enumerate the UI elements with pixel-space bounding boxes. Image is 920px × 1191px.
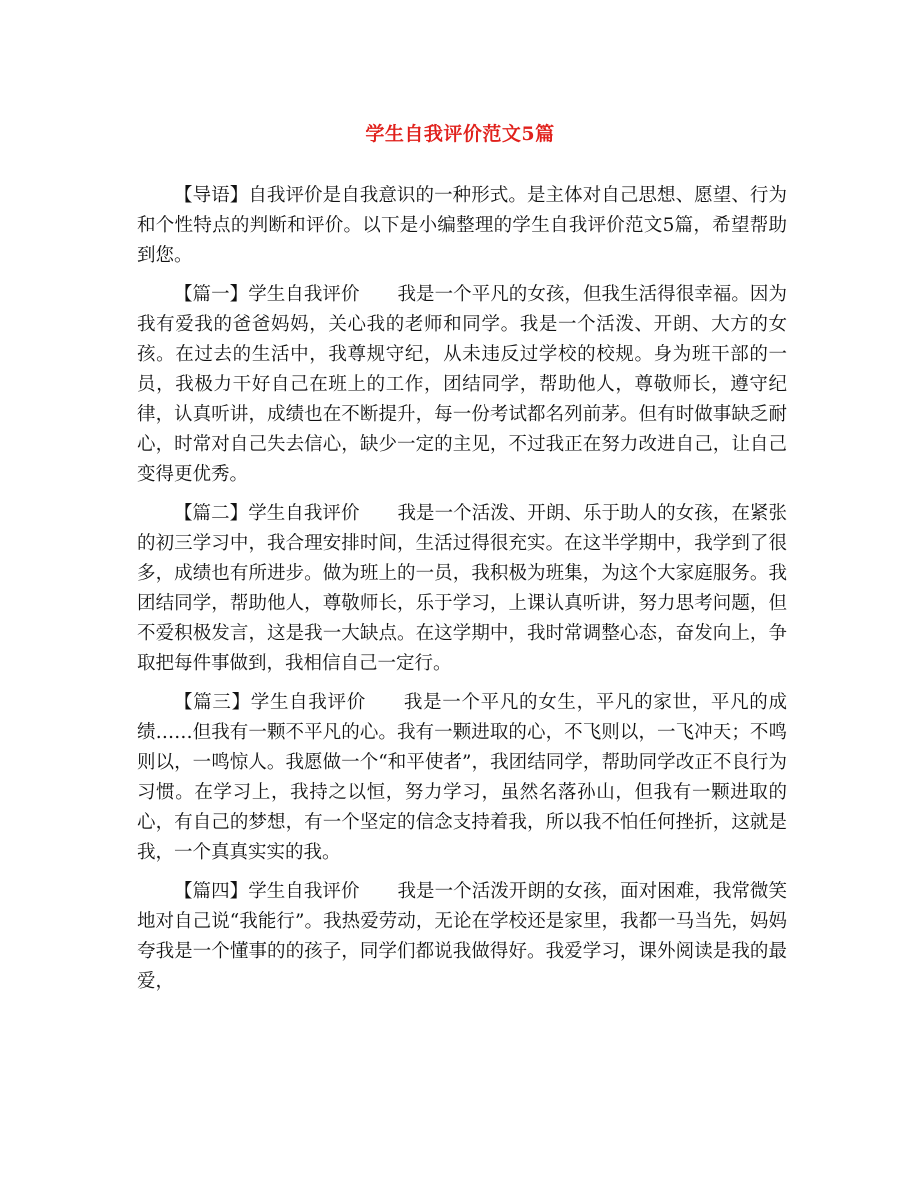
document-body (137, 181, 787, 1006)
section-paragraph-4 (137, 877, 787, 997)
intro-paragraph (137, 181, 787, 271)
section-paragraph-1 (137, 280, 787, 490)
section-subtitle: 学生自我评价 (250, 692, 366, 713)
section-text: 我是一个平凡的女生，平凡的家世，平凡的成绩……但我有一颗不平凡的心。我有一颗进取的心，不飞则以，一飞冲天；不鸣则以，一鸣惊人。我愿做一个“和平使者”，我团结同学，帮助同学改正不良行为习惯。在学习上，我持之以恒，努力学习，虽然名落孙山，但我有一颗进取的心，有自己的梦想，有一个坚定的信念支持着我，所以我不怕任何挫折，这就是我，一个真真实实的我。 (137, 692, 787, 863)
section-paragraph-2 (137, 499, 787, 679)
section-text: 我是一个平凡的女孩，但我生活得很幸福。因为我有爱我的爸爸妈妈，关心我的老师和同学。我是一个活泼、开朗、大方的女孩。在过去的生活中，我尊规守纪，从未违反过学校的校规。身为班干部的一员，我极力干好自己在班上的工作，团结同学，帮助他人，尊敬师长，遵守纪律，认真听讲，成绩也在不断提升，每一份考试都名列前茅。但有时做事缺乏耐心，时常对自己失去信心，缺少一定的主见，不过我正在努力改进自己，让自己变得更优秀。 (137, 284, 787, 485)
section-tag: 【篇四】 (174, 881, 249, 902)
section-tag: 【篇一】 (174, 284, 249, 305)
section-tag: 【篇二】 (174, 503, 249, 524)
intro-text: 自我评价是自我意识的一种形式。是主体对自己思想、愿望、行为和个性特点的判断和评价。以下是小编整理的学生自我评价范文5篇，希望帮助到您。 (137, 185, 787, 266)
section-subtitle: 学生自我评价 (248, 881, 360, 902)
section-subtitle: 学生自我评价 (248, 284, 360, 305)
section-text: 我是一个活泼、开朗、乐于助人的女孩，在紧张的初三学习中，我合理安排时间，生活过得很充实。在这半学期中，我学到了很多，成绩也有所进步。做为班上的一员，我积极为班集，为这个大家庭服务。我团结同学，帮助他人，尊敬师长，乐于学习，上课认真听讲，努力思考问题，但不爱积极发言，这是我一大缺点。在这学期中，我时常调整心态，奋发向上，争取把每件事做到，我相信自己一定行。 (137, 503, 787, 674)
section-tag: 【篇三】 (174, 692, 251, 713)
intro-tag: 【导语】 (174, 185, 249, 206)
document-title: 学生自我评价范文5篇 (365, 123, 555, 145)
section-subtitle: 学生自我评价 (248, 503, 360, 524)
section-text: 我是一个活泼开朗的女孩，面对困难，我常微笑地对自己说“我能行”。我热爱劳动，无论在学校还是家里，我都一马当先，妈妈夸我是一个懂事的的孩子，同学们都说我做得好。我爱学习，课外阅读是我的最爱， (137, 881, 787, 992)
section-paragraph-3 (137, 688, 787, 868)
